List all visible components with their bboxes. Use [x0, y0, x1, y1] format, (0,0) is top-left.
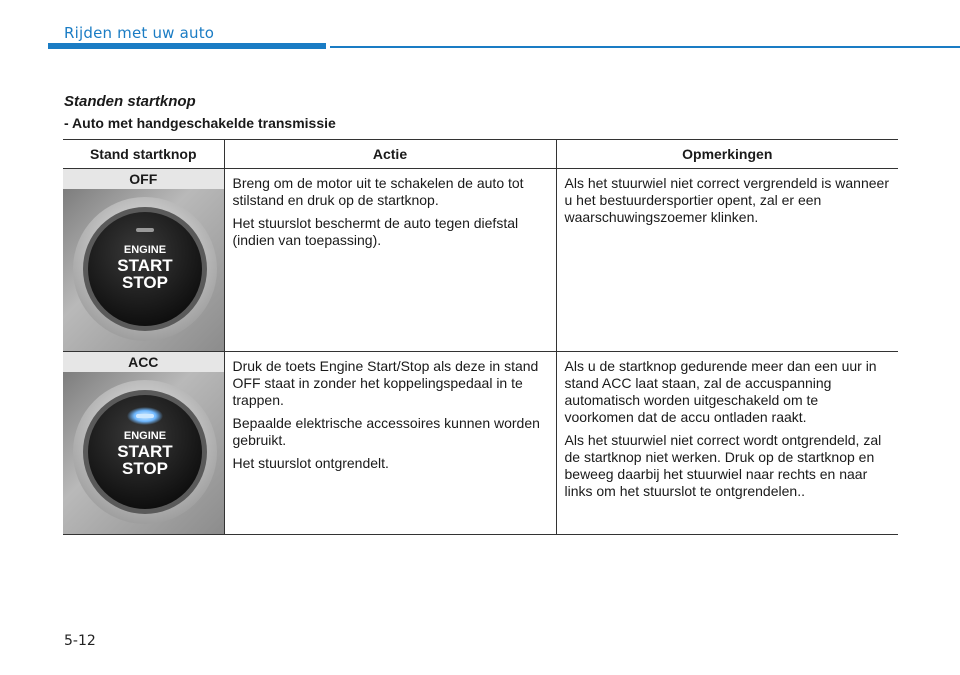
button-text-stop-off: STOP: [122, 273, 168, 292]
actie-text: Het stuurslot beschermt de auto tegen diefstal (indien van toepassing).: [232, 215, 519, 248]
start-button-table: [63, 139, 898, 535]
actie-text: Bepaalde elektrische accessoires kunnen worden gebruikt.: [232, 415, 540, 448]
stand-cell-off: [63, 169, 224, 352]
stand-label-off: OFF: [63, 169, 224, 189]
button-text-stop-acc: STOP: [122, 459, 168, 478]
header-actie: Actie: [224, 140, 556, 169]
table-row: [63, 352, 898, 535]
opmerkingen-cell-acc: [556, 352, 898, 535]
actie-cell-acc: [224, 352, 556, 535]
opmerkingen-text: Als u de startknop gedurende meer dan een uur in stand ACC laat staan, zal de accuspanning automatisch worden uitgeschakeld om te voorkomen dat de accu ontladen raakt.: [564, 358, 877, 425]
actie-cell-off: [224, 169, 556, 352]
button-text-start-off: START: [117, 256, 173, 275]
button-text-engine-acc: ENGINE: [123, 430, 167, 442]
table-header-row: [63, 140, 898, 169]
button-text-start-acc: START: [117, 442, 173, 461]
table-row: [63, 169, 898, 352]
header-rule-thick: [48, 43, 326, 49]
actie-text: Breng om de motor uit te schakelen de auto tot stilstand en druk op de startknop.: [232, 175, 524, 208]
opmerkingen-cell-off: [556, 169, 898, 352]
button-text-engine-off: ENGINE: [123, 244, 167, 256]
engine-start-stop-button-acc-image: [63, 372, 224, 534]
actie-text: Het stuurslot ontgrendelt.: [232, 455, 389, 471]
actie-text: Druk de toets Engine Start/Stop als deze in stand OFF staat in zonder het koppelingspedaal in te trappen.: [232, 358, 539, 408]
header-stand: Stand startknop: [63, 140, 224, 169]
page-number: 5-12: [64, 633, 96, 649]
stand-label-acc: ACC: [63, 352, 224, 372]
engine-start-stop-button-off-image: [63, 189, 224, 351]
opmerkingen-text: Als het stuurwiel niet correct vergrendeld is wanneer u het bestuurdersportier opent, zal er een waarschuwingszoemer klinken.: [564, 175, 889, 225]
opmerkingen-text: Als het stuurwiel niet correct wordt ontgrendeld, zal de startknop niet werken. Druk op de startknop en beweeg daarbij het stuurwiel naar rechts en naar links om het stuurslot te ontgrendelen..: [564, 432, 882, 499]
subtitle: - Auto met handgeschakelde transmissie: [64, 115, 336, 131]
stand-cell-acc: [63, 352, 224, 535]
section-title: Rijden met uw auto: [64, 24, 215, 42]
header-opmerkingen: Opmerkingen: [556, 140, 898, 169]
subheading: Standen startknop: [64, 93, 196, 110]
header-rule-thin: [330, 46, 960, 48]
